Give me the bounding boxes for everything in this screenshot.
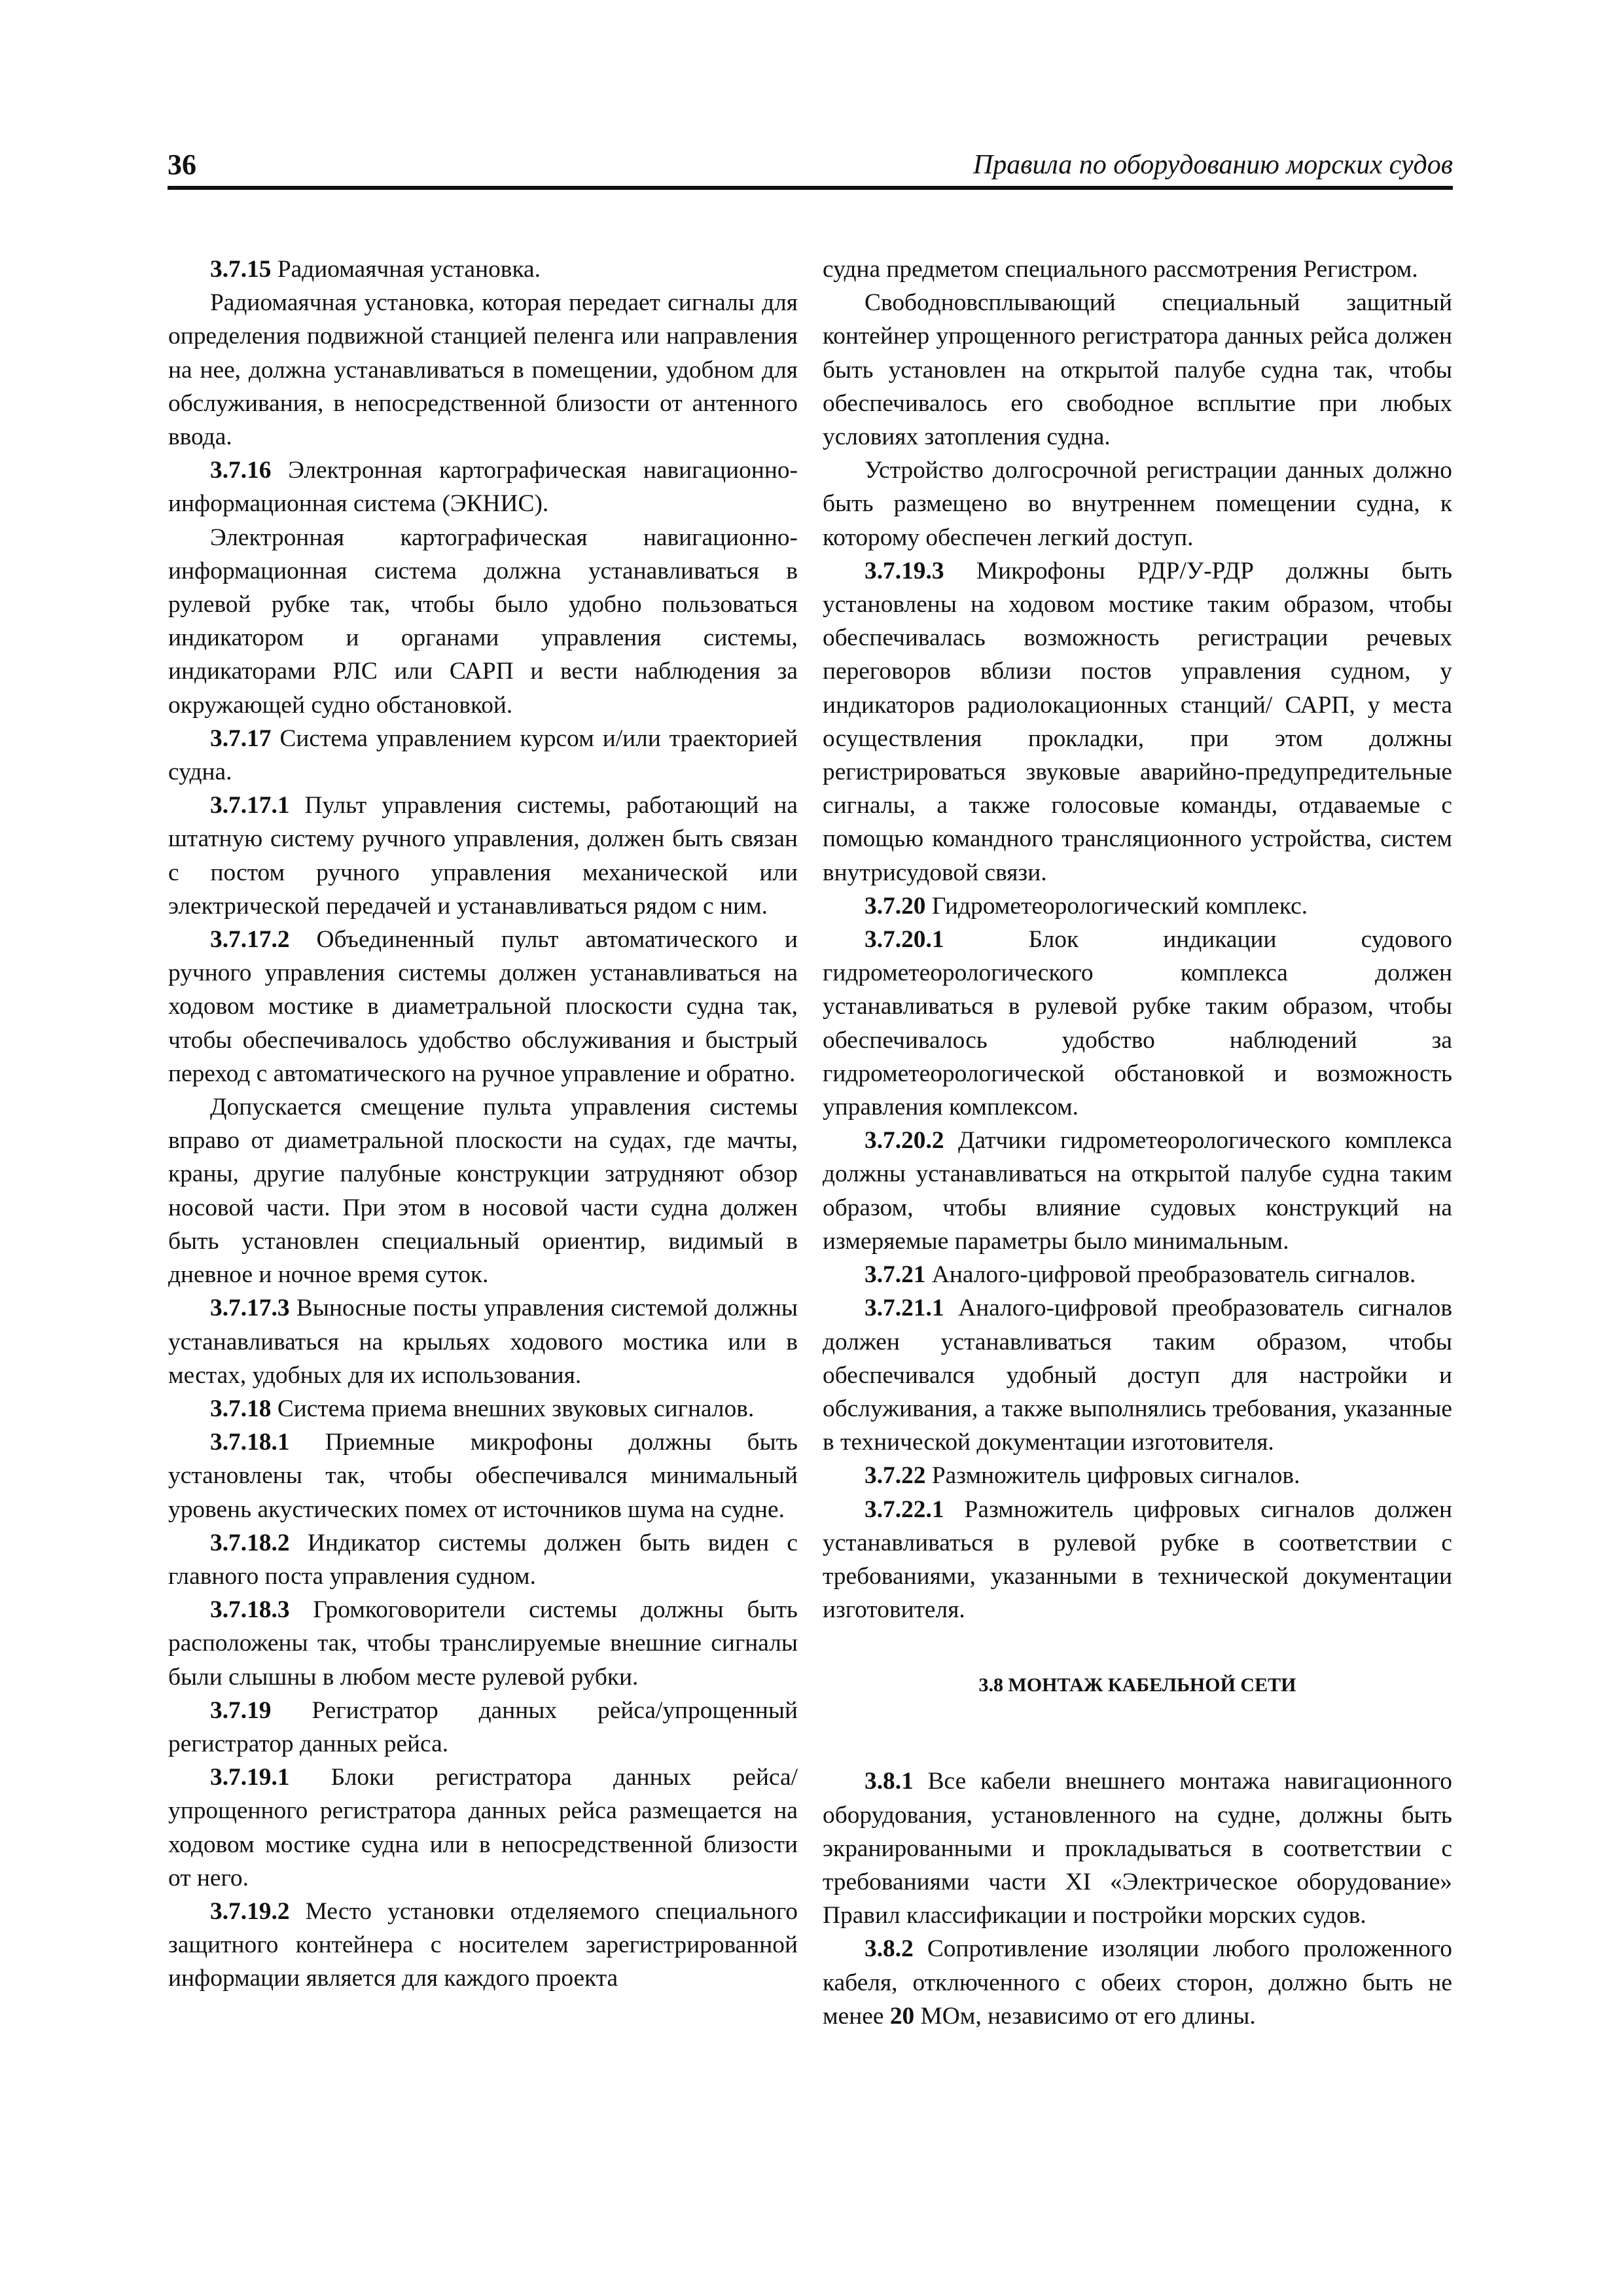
clause-text: Место установки отделяемого специального защитного контейнера с носителем зарегистрированной информации является для каждого проекта: [168, 1897, 798, 1992]
paragraph: [168, 1392, 798, 1426]
clause-text: судна предметом специального рассмотрения Регистром.: [823, 256, 1418, 283]
clause-text: Выносные посты управления системой должны устанавливаться на крыльях ходового мостика или в местах, удобных для их использования.: [168, 1295, 798, 1389]
clause-text: Датчики гидрометеорологического комплекса должны устанавливаться на открытой палубе судна таким образом, чтобы влияние судовых конструкций на измеряемые параметры было минимальным.: [823, 1127, 1452, 1255]
section-heading: 3.8 МОНТАЖ КАБЕЛЬНОЙ СЕТИ: [978, 1674, 1296, 1696]
paragraph: [823, 253, 1452, 286]
right-column: [823, 253, 1452, 2033]
clause-text: Система управлением курсом и/или траекторией судна.: [168, 725, 798, 786]
page-number: 36: [168, 149, 196, 181]
paragraph: [823, 1932, 1452, 2033]
clause-text: Размножитель цифровых сигналов.: [925, 1462, 1300, 1490]
clause-number: 3.7.20.2: [865, 1127, 944, 1155]
clause-text: Громкоговорители системы должны быть расположены так, чтобы транслируемые внешние сигналы были слышны в любом месте рулевой рубки.: [168, 1596, 798, 1691]
page-header: [168, 147, 1453, 183]
paragraph: [823, 889, 1452, 923]
clause-text-tail: МОм, независимо от его длины.: [914, 2002, 1256, 2030]
clause-text: Свободновсплывающий специальный защитный контейнер упрощенного регистратора данных рейса должен быть установлен на открытой палубе судна так, чтобы обеспечивалось его свободное всплытие при любых условиях затопления судна.: [823, 289, 1452, 451]
clause-number: 3.7.19.2: [210, 1897, 290, 1925]
clause-number: 3.7.19.1: [210, 1764, 290, 1791]
paragraph: [168, 1090, 798, 1291]
paragraph: [168, 1761, 798, 1895]
paragraph: [168, 1291, 798, 1392]
clause-text: Аналого-цифровой преобразователь сигналов должен устанавливаться таким образом, чтобы обеспечивался удобный доступ для настройки и обслуживания, а также выполнялись требования, указанные в технической документации изготовителя.: [823, 1295, 1452, 1456]
paragraph: [168, 1426, 798, 1526]
clause-number: 3.7.18.2: [210, 1529, 290, 1556]
clause-number: 3.7.20: [865, 892, 926, 920]
paragraph: [823, 454, 1452, 554]
paragraph: [168, 253, 798, 286]
paragraph: [168, 1593, 798, 1694]
clause-text: Система приема внешних звуковых сигналов.: [271, 1395, 755, 1422]
header-rule: [168, 186, 1453, 190]
paragraph: [168, 722, 798, 789]
clause-text: Сопротивление изоляции любого проложенного кабеля, отключенного с обеих сторон, должно быть не менее: [823, 1935, 1452, 2030]
paragraph: [168, 1526, 798, 1593]
clause-number: 3.7.22: [865, 1462, 926, 1490]
clause-text: Устройство долгосрочной регистрации данных должно быть размещено во внутреннем помещении судна, к которому обеспечен легкий доступ.: [823, 457, 1452, 551]
clause-text: Гидрометеорологический комплекс.: [925, 892, 1308, 920]
left-column: [168, 253, 798, 1996]
clause-number: 3.7.17.2: [210, 926, 290, 954]
clause-text: Пульт управления системы, работающий на штатную систему ручного управления, должен быть связан с постом ручного управления механической или электрической передачей и устанавливаться рядом с ним.: [168, 792, 798, 920]
clause-text: Микрофоны РДР/У-РДР должны быть установлены на ходовом мостике таким образом, чтобы обеспечивалась возможность регистрации речевых переговоров вблизи постов управления судном, у индикаторов радиолокационных станций/ САРП, у места осуществления прокладки, при этом должны регистрироваться звуковые аварийно-предупредительные сигналы, а также голосовые команды, отдаваемые с помощью командного трансляционного устройства, систем внутрисудовой связи.: [823, 557, 1452, 886]
clause-text: Электронная картографическая навигационно-информационная система должна устанавливаться в рулевой рубке так, чтобы было удобно пользоваться индикатором и органами управления системы, индикаторами РЛС или САРП и вести наблюдения за окружающей судно обстановкой.: [168, 524, 798, 719]
clause-text: Все кабели внешнего монтажа навигационного оборудования, установленного на судне, должны быть экранированными и прокладываться в соответствии с требованиями части XI «Электрическое оборудование» Правил классификации и постройки морских судов.: [823, 1768, 1452, 1929]
clause-number: 3.7.16: [210, 457, 272, 484]
clause-number: 3.7.18.1: [210, 1429, 290, 1456]
clause-number: 3.8.1: [865, 1768, 914, 1795]
clause-text: Радиомаячная установка.: [271, 256, 541, 283]
clause-number: 3.7.17: [210, 725, 272, 752]
paragraph: [168, 521, 798, 722]
clause-number: 3.7.21: [865, 1261, 926, 1289]
paragraph: [823, 1459, 1452, 1492]
paragraph: [823, 286, 1452, 454]
clause-text: Блоки регистратора данных рейса/ упрощенного регистратора данных рейса размещается на ходовом мостике судна или в непосредственной близости от него.: [168, 1764, 798, 1892]
clause-number: 3.7.18.3: [210, 1596, 290, 1624]
paragraph: [823, 1765, 1452, 1932]
clause-number: 3.7.21.1: [865, 1295, 944, 1322]
paragraph: [168, 789, 798, 923]
clause-text: Радиомаячная установка, которая передает сигналы для определения подвижной станцией пеленга или направления на нее, должна устанавливаться в помещении, удобном для обслуживания, в непосредственной близости от антенного ввода.: [168, 289, 798, 451]
clause-number: 3.7.15: [210, 256, 272, 283]
paragraph: [823, 1291, 1452, 1459]
paragraph: [823, 1124, 1452, 1258]
paragraph: [168, 454, 798, 520]
running-title: Правила по оборудованию морских судов: [972, 150, 1453, 180]
clause-number: 3.7.19.3: [865, 557, 944, 584]
paragraph: [823, 1258, 1452, 1291]
clause-number: 3.7.17.1: [210, 792, 290, 819]
clause-number: 3.7.17.3: [210, 1295, 290, 1322]
clause-text: Аналого-цифровой преобразователь сигналов.: [925, 1261, 1416, 1289]
clause-text: Электронная картографическая навигационно-информационная система (ЭКНИС).: [168, 457, 798, 518]
clause-text: Блок индикации судового гидрометеорологического комплекса должен устанавливаться в рулевой рубке таким образом, чтобы обеспечивалось удобство наблюдений за гидрометеорологической обстановкой и возможность управления комплексом.: [823, 926, 1452, 1121]
paragraph: [823, 554, 1452, 889]
clause-text: Регистратор данных рейса/упрощенный регистратор данных рейса.: [168, 1696, 798, 1757]
clause-text: Приемные микрофоны должны быть установлены так, чтобы обеспечивался минимальный уровень акустических помех от источников шума на судне.: [168, 1429, 798, 1523]
clause-text: Допускается смещение пульта управления системы вправо от диаметральной плоскости на судах, где мачты, краны, другие палубные конструкции затрудняют обзор носовой части. При этом в носовой части судна должен быть установлен специальный ориентир, видимый в дневное и ночное время суток.: [168, 1094, 798, 1289]
paragraph: [168, 923, 798, 1090]
paragraph: [168, 286, 798, 454]
paragraph: [823, 923, 1452, 1124]
clause-number: 3.7.19: [210, 1696, 272, 1724]
paragraph: [168, 1694, 798, 1761]
clause-number: 3.8.2: [865, 1935, 914, 1963]
clause-text: Индикатор системы должен быть виден с главного поста управления судном.: [168, 1529, 798, 1590]
paragraph: [168, 1895, 798, 1996]
clause-number: 3.7.20.1: [865, 926, 944, 954]
clause-number: 3.7.18: [210, 1395, 272, 1422]
clause-text: Объединенный пульт автоматического и ручного управления системы должен устанавливаться на ходовом мостике в диаметральной плоскости судна так, чтобы обеспечивалось удобство обслуживания и быстрый переход с автоматического на ручное управление и обратно.: [168, 926, 798, 1087]
resistance-value: 20: [889, 2002, 915, 2030]
clause-text: Размножитель цифровых сигналов должен устанавливаться в рулевой рубке в соответствии с требованиями, указанными в технической документации изготовителя.: [823, 1496, 1452, 1624]
clause-number: 3.7.22.1: [865, 1496, 944, 1523]
paragraph: [823, 1493, 1452, 1627]
